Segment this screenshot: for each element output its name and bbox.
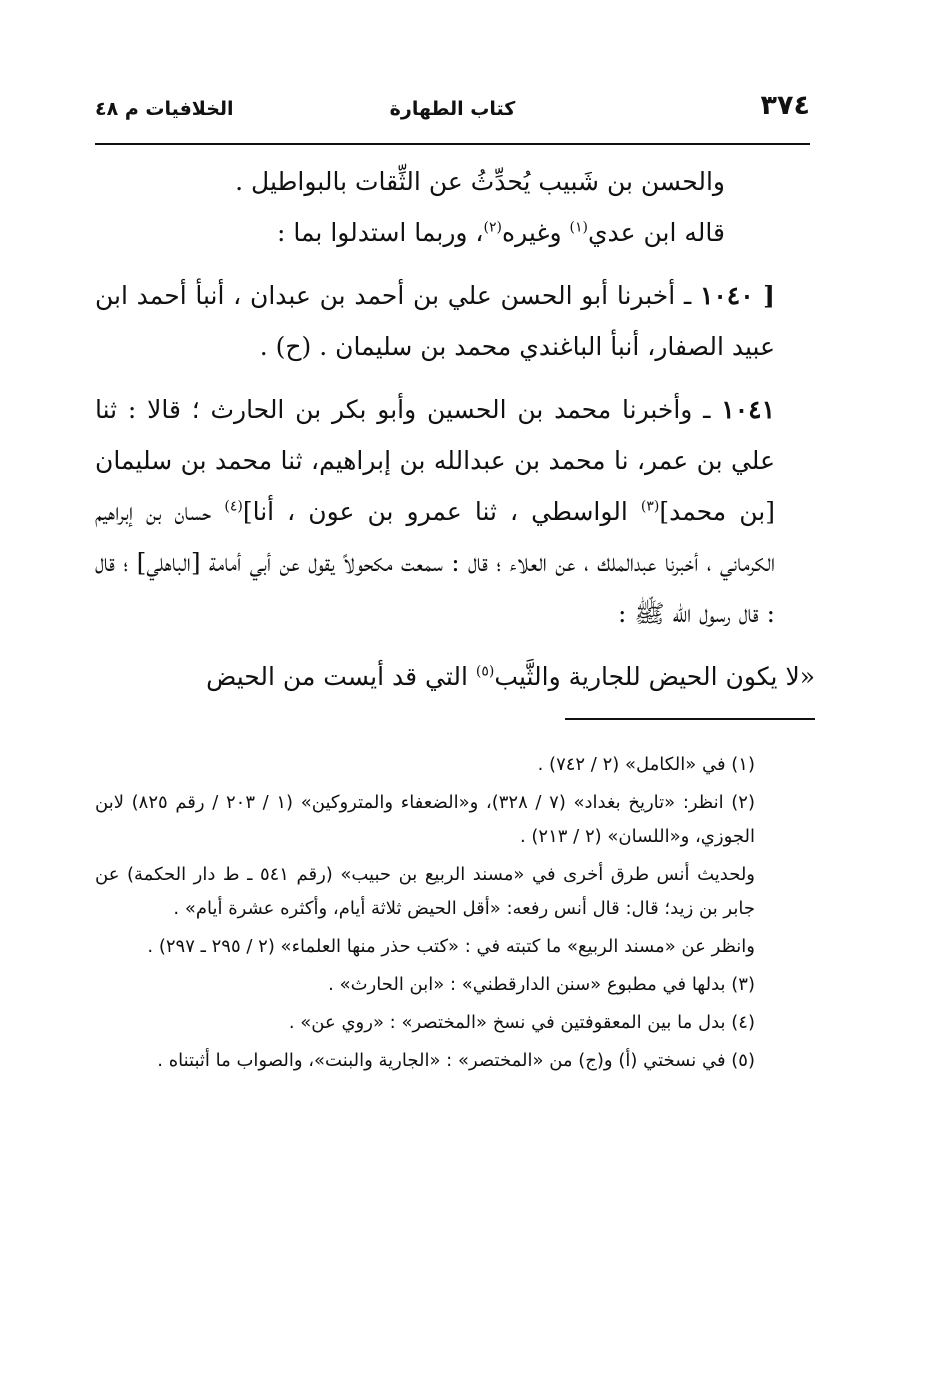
footnote-2-extra-2: وانظر عن «مسند الربيع» ما كتبته في : «كتب حذر منها العلماء» (٢ / ٢٩٥ ـ ٢٩٧) .: [147, 936, 755, 957]
chapter-title: كتاب الطهارة: [389, 98, 516, 120]
footnote-2-extra: ولحديث أنس طرق أخرى في «مسند الربيع بن حبيب» (رقم ٥٤١ ـ ط دار الحكمة) عن جابر بن زيد؛ قال: قال أنس رفعه: «أقل الحيض ثلاثة أيام، وأكثره عشرة أيام» .: [95, 864, 755, 919]
hadith-1041-text-b: الواسطي ، ثنا عمرو بن عون ، أنا]: [242, 497, 641, 526]
hadith-1040: [95, 270, 815, 372]
footnote-separator: [565, 718, 815, 720]
hadith-number-1041: ١٠٤١: [721, 395, 775, 424]
footnote-3: (٣) بدلها في مطبوع «سنن الدارقطني» : «ابن الحارث» .: [328, 974, 755, 995]
book-part-title: الخلافيات م ٤٨: [95, 98, 234, 120]
footnote-ref-3[interactable]: (٣): [640, 498, 660, 515]
page-header: [95, 90, 810, 130]
hadith-1040-text: ـ أخبرنا أبو الحسن علي بن أحمد بن عبدان ، أنبأ أحمد ابن عبيد الصفار، أنبأ الباغندي محمد بن سليمان . (ح) .: [95, 281, 775, 361]
header-rule: [95, 143, 810, 145]
hadith-matn: [95, 651, 815, 702]
hadith-1041: [95, 384, 815, 639]
page-number: ٣٧٤: [760, 90, 810, 121]
footnote-5: (٥) في نسختي (أ) و(ج) من «المختصر» : «الجارية والبنت»، والصواب ما أثبتناه .: [157, 1050, 755, 1071]
paragraph-2-text-c: ، وربما استدلوا بما :: [276, 218, 484, 247]
hadith-number-1040: [ ١٠٤٠: [699, 281, 775, 310]
footnote-ref-4[interactable]: (٤): [224, 498, 243, 515]
paragraph-2-text-a: قاله ابن عدي: [587, 218, 725, 247]
footnote-4: (٤) بدل ما بين المعقوفتين في نسخ «المختصر» : «روي عن» .: [288, 1012, 755, 1033]
paragraph-1: [95, 156, 815, 207]
footnote-ref-5[interactable]: (٥): [475, 663, 495, 680]
footnote-ref-2[interactable]: (٢): [483, 219, 502, 236]
paragraph-1-text: والحسن بن شَبيب يُحدِّثُ عن الثِّقات بالبواطيل .: [235, 167, 725, 196]
hadith-1041-text-a: ـ وأخبرنا محمد بن الحسين وأبو بكر بن الحارث ؛ قالا : ثنا علي بن عمر، نا محمد بن عبدالله بن إبراهيم، ثنا محمد بن سليمان [بن محمد]: [95, 395, 775, 526]
hadith-1041-text-c: حسان بن إبراهيم الكرماني ، أخبرنا عبدالملك ، عن العلاء ؛ قال : سمعت مكحولاً يقول عن أبي أمامة [الباهلي] ؛ قال : قال رسول الله ﷺ :: [95, 497, 775, 628]
footnotes: [95, 748, 815, 1082]
footnote-2: (٢) انظر: «تاريخ بغداد» (٧ / ٣٢٨)، و«الضعفاء والمتروكين» (١ / ٢٠٣ / رقم ٨٢٥) لابن الجوزي، و«اللسان» (٢ / ٢١٣) .: [95, 792, 755, 847]
paragraph-2: [95, 207, 815, 258]
paragraph-2-text-b: وغيره: [501, 218, 570, 247]
hadith-matn-text-b: التي قد أيست من الحيض: [206, 662, 476, 691]
footnote-ref-1[interactable]: (١): [569, 219, 588, 236]
main-text: [95, 156, 815, 702]
footnote-1: (١) في «الكامل» (٢ / ٧٤٢) .: [537, 754, 755, 775]
hadith-matn-text-a: «لا يكون الحيض للجارية والثَّيب: [494, 662, 815, 691]
